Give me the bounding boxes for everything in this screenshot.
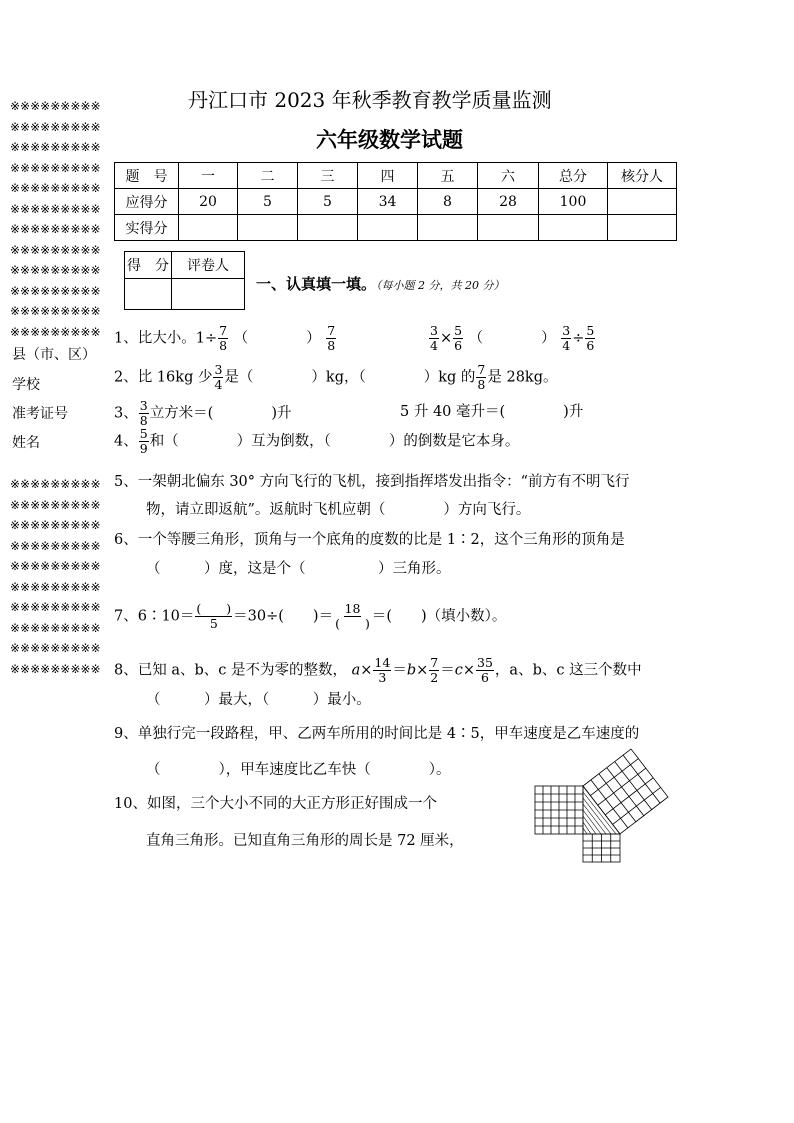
- star-row: ※※※※※※※※※: [10, 497, 101, 512]
- squares-triangle-figure: [530, 748, 690, 866]
- star-row: ※※※※※※※※※: [10, 222, 101, 236]
- header-cell: 三: [298, 163, 358, 189]
- tilted-square: [583, 749, 668, 834]
- star-row: ※※※※※※※※※: [10, 620, 101, 635]
- question-8-line2: （ ）最大，（ ）最小。: [146, 692, 371, 708]
- question-3: 3、 $\frac{3}{8}$ 立方米＝( )升: [114, 398, 292, 428]
- binding-margin-lower: [10, 474, 114, 679]
- header-cell: 总分: [539, 163, 608, 189]
- due-cell: 100: [539, 189, 608, 215]
- exam-number-label: 准考证号: [12, 406, 68, 422]
- empty-cell[interactable]: [608, 189, 677, 215]
- fraction: $\frac{3}{4}$: [562, 323, 571, 353]
- empty-cell[interactable]: [358, 215, 418, 241]
- question-6-line2: （ ）度，这是个（ ）三角形。: [146, 561, 451, 577]
- fraction: $\frac{7}{8}$: [477, 362, 486, 392]
- star-row: ※※※※※※※※※: [10, 600, 101, 614]
- fraction: $\frac{7}{8}$: [327, 323, 336, 353]
- score-due-row: [115, 189, 677, 215]
- exam-subtitle: 六年级数学试题: [316, 127, 463, 152]
- name-label: 姓名: [12, 435, 40, 451]
- star-row: ※※※※※※※※※: [10, 119, 101, 134]
- question-8: 8、已知 a、b、c 是不为零的整数， a× $\frac{14}{3}$ ＝b× $\frac{7}{2}$ ＝c× $\frac{35}{6}$ ，a、b、c 这三个数中: [114, 655, 642, 685]
- star-row: ※※※※※※※※※: [10, 283, 101, 298]
- empty-cell[interactable]: [478, 215, 539, 241]
- section-heading: [256, 273, 505, 294]
- due-cell: 28: [478, 189, 539, 215]
- question-4: 4、 $\frac{5}{9}$ 和（ ）互为倒数，（ ）的倒数是它本身。: [114, 426, 520, 456]
- section-note: （每小题 2 分，共 20 分）: [376, 279, 505, 292]
- empty-cell[interactable]: [539, 215, 608, 241]
- binding-margin: [10, 96, 114, 342]
- due-cell: 5: [298, 189, 358, 215]
- score-header-row: [115, 163, 677, 189]
- due-cell: 20: [179, 189, 238, 215]
- header-cell: 五: [418, 163, 478, 189]
- header-cell: 一: [179, 163, 238, 189]
- question-1b: $\frac{3}{4}$ × $\frac{5}{6}$ （ ） $\frac{3}{4}$ ÷ $\frac{5}{6}$: [430, 323, 595, 353]
- grader-reviewer-cell[interactable]: [172, 279, 245, 310]
- fraction: $\frac{35}{6}$: [477, 655, 493, 685]
- score-table: [114, 162, 677, 241]
- question-10-line2: 直角三角形。已知直角三角形的周长是 72 厘米，: [146, 833, 464, 849]
- question-9-line1: 9、单独行完一段路程，甲、乙两车所用的时间比是 4∶5，甲车速度是乙车速度的: [114, 726, 640, 742]
- star-row: ※※※※※※※※※: [10, 324, 101, 339]
- star-row: ※※※※※※※※※: [10, 641, 101, 655]
- fraction: $\frac{3}{8}$: [139, 398, 148, 428]
- due-cell: 34: [358, 189, 418, 215]
- empty-cell[interactable]: [238, 215, 298, 241]
- due-cell: 5: [238, 189, 298, 215]
- grader-score-cell[interactable]: [125, 279, 172, 310]
- empty-cell[interactable]: [179, 215, 238, 241]
- row-label: 应得分: [115, 189, 179, 215]
- answer-blank[interactable]: （ ）: [468, 330, 556, 347]
- star-row: ※※※※※※※※※: [10, 99, 101, 113]
- star-row: ※※※※※※※※※: [10, 579, 101, 594]
- bottom-square: [583, 834, 620, 862]
- fraction: $\frac{14}{3}$: [374, 655, 391, 685]
- question-5-line2: 物，请立即返航”。返航时飞机应朝（ ）方向飞行。: [146, 502, 531, 518]
- question-6-line1: 6、一个等腰三角形，顶角与一个底角的度数的比是 1∶2，这个三角形的顶角是: [114, 532, 625, 548]
- fraction: $\frac{7}{8}$: [219, 323, 228, 353]
- fraction: $\frac{3}{4}$: [214, 362, 223, 392]
- question-3b: 5 升 40 毫升＝( )升: [400, 404, 584, 420]
- question-1: [114, 324, 337, 353]
- fraction: $\frac{5}{6}$: [586, 323, 595, 353]
- question-10-line1: 10、如图，三个大小不同的大正方形正好围成一个: [114, 796, 437, 812]
- star-row: ※※※※※※※※※: [10, 242, 101, 257]
- star-row: ※※※※※※※※※: [10, 518, 101, 532]
- header-cell: 四: [358, 163, 418, 189]
- header-cell: 二: [238, 163, 298, 189]
- row-label: 实得分: [115, 215, 179, 241]
- star-row: ※※※※※※※※※: [10, 559, 101, 573]
- question-9-line2: （ ），甲车速度比乙车快（ ）。: [146, 762, 451, 778]
- q1-text: 1、比大小。1÷: [114, 330, 218, 347]
- section-title: 一、认真填一填。: [256, 275, 377, 293]
- score-got-row: [115, 215, 677, 241]
- fraction: $\frac{18}{( )}$: [335, 601, 370, 631]
- empty-cell[interactable]: [608, 215, 677, 241]
- school-label: 学校: [12, 377, 40, 393]
- star-row: ※※※※※※※※※: [10, 263, 101, 277]
- fraction: $\frac{5}{9}$: [139, 426, 148, 456]
- due-cell: 8: [418, 189, 478, 215]
- star-row: ※※※※※※※※※: [10, 140, 101, 154]
- grader-reviewer-label: 评卷人: [172, 252, 245, 279]
- star-row: ※※※※※※※※※: [10, 201, 101, 216]
- header-cell: 题 号: [115, 163, 179, 189]
- exam-title: 丹江口市 2023 年秋季教育教学质量监测: [188, 88, 552, 112]
- fraction: $\frac{7}{2}$: [430, 655, 439, 685]
- question-7: 7、6∶10＝ $\frac{( )}{5}$ ＝30÷( )＝ $\frac{18}{( )}$ ＝( )（填小数）。: [114, 601, 507, 631]
- star-row: ※※※※※※※※※: [10, 538, 101, 553]
- grader-score-label: 得 分: [125, 252, 172, 279]
- star-row: ※※※※※※※※※: [10, 160, 101, 175]
- question-5-line1: 5、一架朝北偏东 30° 方向飞行的飞机，接到指挥塔发出指令：“前方有不明飞行: [114, 474, 630, 490]
- answer-blank[interactable]: （ ）: [233, 330, 321, 347]
- empty-cell[interactable]: [298, 215, 358, 241]
- grader-box: [124, 251, 245, 310]
- star-row: ※※※※※※※※※: [10, 477, 101, 491]
- fraction: $\frac{( )}{5}$: [196, 601, 232, 631]
- header-cell: 六: [478, 163, 539, 189]
- left-square: [535, 786, 583, 834]
- county-label: 县（市、区）: [12, 347, 96, 363]
- star-row: ※※※※※※※※※: [10, 304, 101, 318]
- star-row: ※※※※※※※※※: [10, 661, 101, 676]
- fraction: $\frac{5}{6}$: [454, 323, 463, 353]
- star-row: ※※※※※※※※※: [10, 181, 101, 195]
- header-cell: 核分人: [608, 163, 677, 189]
- empty-cell[interactable]: [418, 215, 478, 241]
- question-2: 2、比 16kg 少 $\frac{3}{4}$ 是（ ）kg，（ ）kg 的 $\frac{7}{8}$ 是 28kg。: [114, 362, 558, 392]
- fraction: $\frac{3}{4}$: [430, 323, 438, 353]
